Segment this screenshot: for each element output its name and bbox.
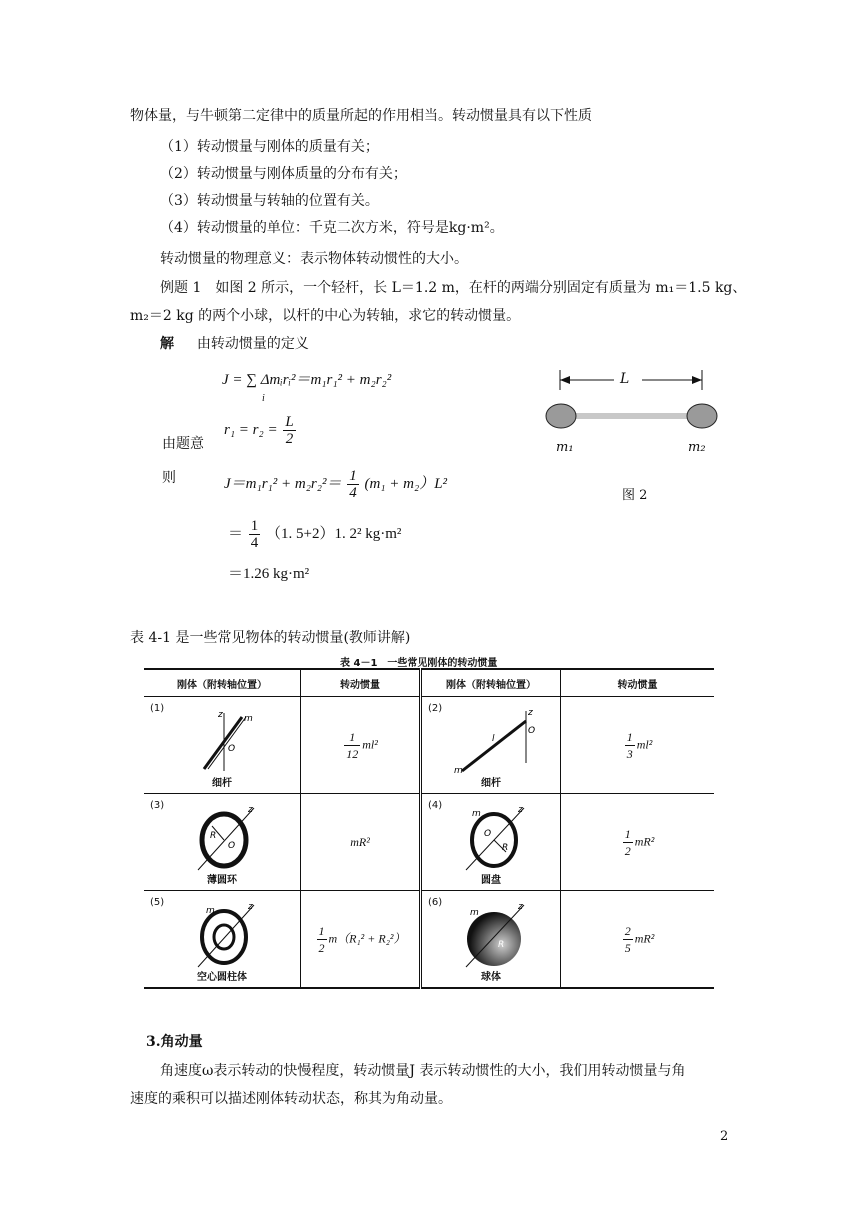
example-line-1: 例题 1 如图 2 所示，一个轻杆，长 L＝1.2 m，在杆的两端分别固定有质量为 m₁＝1.5 kg、 (160, 280, 747, 296)
section-paragraph-2: 速度的乘积可以描述刚体转动状态，称其为角动量。 (130, 1091, 452, 1107)
intro-line: 物体量，与牛顿第二定律中的质量所起的作用相当。转动惯量具有以下性质 (130, 108, 592, 124)
equation-radius (224, 414, 298, 447)
formula-den: 5 (624, 940, 631, 955)
example-line-2: m₂＝2 kg 的两个小球，以杆的中心为转轴，求它的转动惯量。 (130, 308, 521, 324)
svg-text:z: z (248, 902, 253, 912)
sphere-icon (422, 901, 558, 969)
eq4-lhs: ＝ (228, 525, 244, 542)
formula-rest: m（R₁² + R₂²） (328, 930, 406, 945)
cell-number: (2) (428, 703, 443, 714)
table-intro: 表 4-1 是一些常见物体的转动惯量(教师讲解) (130, 630, 411, 646)
inertia-cell (301, 697, 421, 794)
formula-den: 2 (624, 843, 631, 858)
body-name: 薄圆环 (207, 875, 237, 886)
svg-text:z: z (218, 710, 223, 720)
eq3-lhs: J＝m₁r₁² + m₂r₂²＝ (224, 475, 342, 492)
figure-length-label: L (620, 371, 630, 387)
header-inertia-1: 转动惯量 (301, 669, 421, 697)
svg-text:O: O (484, 829, 492, 839)
formula-den: 12 (346, 746, 359, 761)
formula-num: 2 (624, 923, 631, 938)
table-row (144, 891, 714, 989)
formula-rest: ml² (362, 736, 378, 751)
cell-number: (5) (150, 897, 165, 908)
svg-text:R: R (502, 843, 509, 853)
body-cell (421, 794, 561, 891)
formula-rest: ml² (636, 736, 653, 751)
figure-m1-label: m₁ (556, 440, 574, 455)
eq4-rhs: （1. 5+2）1. 2² kg·m² (266, 525, 402, 542)
physical-meaning: 转动惯量的物理意义：表示物体转动惯性的大小。 (160, 251, 468, 267)
svg-text:R: R (210, 831, 217, 841)
hollow-cylinder-icon (144, 901, 298, 969)
inertia-cell (561, 697, 715, 794)
header-inertia-2: 转动惯量 (561, 669, 715, 697)
svg-text:m: m (454, 766, 463, 775)
solution-line (160, 334, 309, 354)
table-header-row (144, 669, 714, 697)
body-name: 球体 (481, 972, 501, 983)
eq4-den: 4 (250, 535, 259, 551)
table-row (144, 697, 714, 794)
equation-result-2 (228, 518, 401, 551)
property-1: （1）转动惯量与刚体的质量有关； (160, 139, 379, 155)
equation-result-1 (224, 468, 447, 501)
inertia-cell (301, 794, 421, 891)
svg-text:z: z (518, 902, 523, 912)
page-number: 2 (720, 1129, 729, 1144)
svg-text:m: m (244, 714, 253, 724)
svg-text:z: z (518, 805, 523, 815)
body-cell (421, 697, 561, 794)
eq2-lhs: r₁ = r₂ = (224, 421, 278, 438)
property-3: （3）转动惯量与转轴的位置有关。 (160, 193, 379, 209)
formula-den: 3 (626, 746, 633, 761)
equation-result-3: ＝1.26 kg·m² (228, 566, 310, 582)
cell-number: (4) (428, 800, 443, 811)
eq3-num: 1 (349, 468, 357, 484)
svg-text:m: m (470, 908, 479, 918)
eq2-num: L (285, 414, 294, 430)
formula-rest: mR² (634, 930, 655, 945)
svg-text:O: O (228, 841, 236, 851)
property-4: （4）转动惯量的单位：千克二次方米，符号是kg·m²。 (160, 220, 504, 236)
disk-icon (422, 804, 558, 872)
solution-label: 解 (160, 336, 174, 352)
header-body-1: 刚体（附转轴位置） (144, 669, 301, 697)
property-2: （2）转动惯量与刚体质量的分布有关； (160, 166, 407, 182)
solution-text: 由转动惯量的定义 (196, 336, 309, 352)
header-body-2: 刚体（附转轴位置） (421, 669, 561, 697)
figure-m2-label: m₂ (688, 440, 706, 455)
svg-text:R: R (498, 940, 505, 950)
table-title: 表 4－1 一些常见刚体的转动惯量 (340, 658, 498, 669)
svg-text:O: O (528, 726, 536, 736)
body-cell (144, 697, 301, 794)
given-label: 由题意 (162, 436, 204, 452)
eq3-den: 4 (349, 485, 357, 501)
inertia-cell (561, 794, 715, 891)
thin-ring-icon (144, 804, 298, 872)
figure-caption: 图 2 (622, 488, 648, 503)
table-row (144, 794, 714, 891)
formula-num: 1 (318, 923, 325, 938)
body-cell (144, 891, 301, 989)
body-name: 圆盘 (481, 875, 501, 886)
thin-rod-end-icon (422, 707, 558, 775)
inertia-cell (301, 891, 421, 989)
eq3-rhs: (m₁ + m₂）L² (364, 475, 448, 492)
svg-text:m: m (206, 906, 215, 916)
body-name: 空心圆柱体 (197, 972, 247, 983)
body-cell (421, 891, 561, 989)
eq4-num: 1 (250, 518, 259, 534)
svg-text:z: z (248, 805, 253, 815)
svg-text:m: m (472, 809, 481, 819)
formula-num: 1 (344, 729, 360, 746)
thin-rod-center-icon (144, 707, 298, 775)
inertia-cell (561, 891, 715, 989)
body-name: 细杆 (212, 778, 232, 789)
then-label: 则 (162, 470, 176, 486)
svg-text:z: z (528, 708, 533, 718)
cell-number: (3) (150, 800, 165, 811)
formula-den: 2 (318, 940, 325, 955)
section-paragraph-1: 角速度ω表示转动的快慢程度，转动惯量J 表示转动惯性的大小，我们用转动惯量与角 (160, 1063, 686, 1079)
sum-index: i (262, 393, 265, 404)
body-name: 细杆 (481, 778, 501, 789)
formula-num: 1 (626, 729, 633, 744)
formula-num: 1 (624, 826, 631, 841)
svg-text:l: l (492, 734, 495, 744)
svg-text:O: O (228, 744, 236, 754)
inertia-table (144, 668, 714, 989)
body-cell (144, 794, 301, 891)
cell-number: (6) (428, 897, 443, 908)
equation-definition: J = ∑ Δmᵢrᵢ²＝m₁r₁² + m₂r₂² (222, 372, 392, 388)
cell-number: (1) (150, 703, 165, 714)
section-heading: 3.角动量 (146, 1034, 203, 1050)
formula: mR² (350, 834, 370, 849)
eq2-den: 2 (285, 431, 294, 447)
formula-rest: mR² (634, 833, 655, 848)
